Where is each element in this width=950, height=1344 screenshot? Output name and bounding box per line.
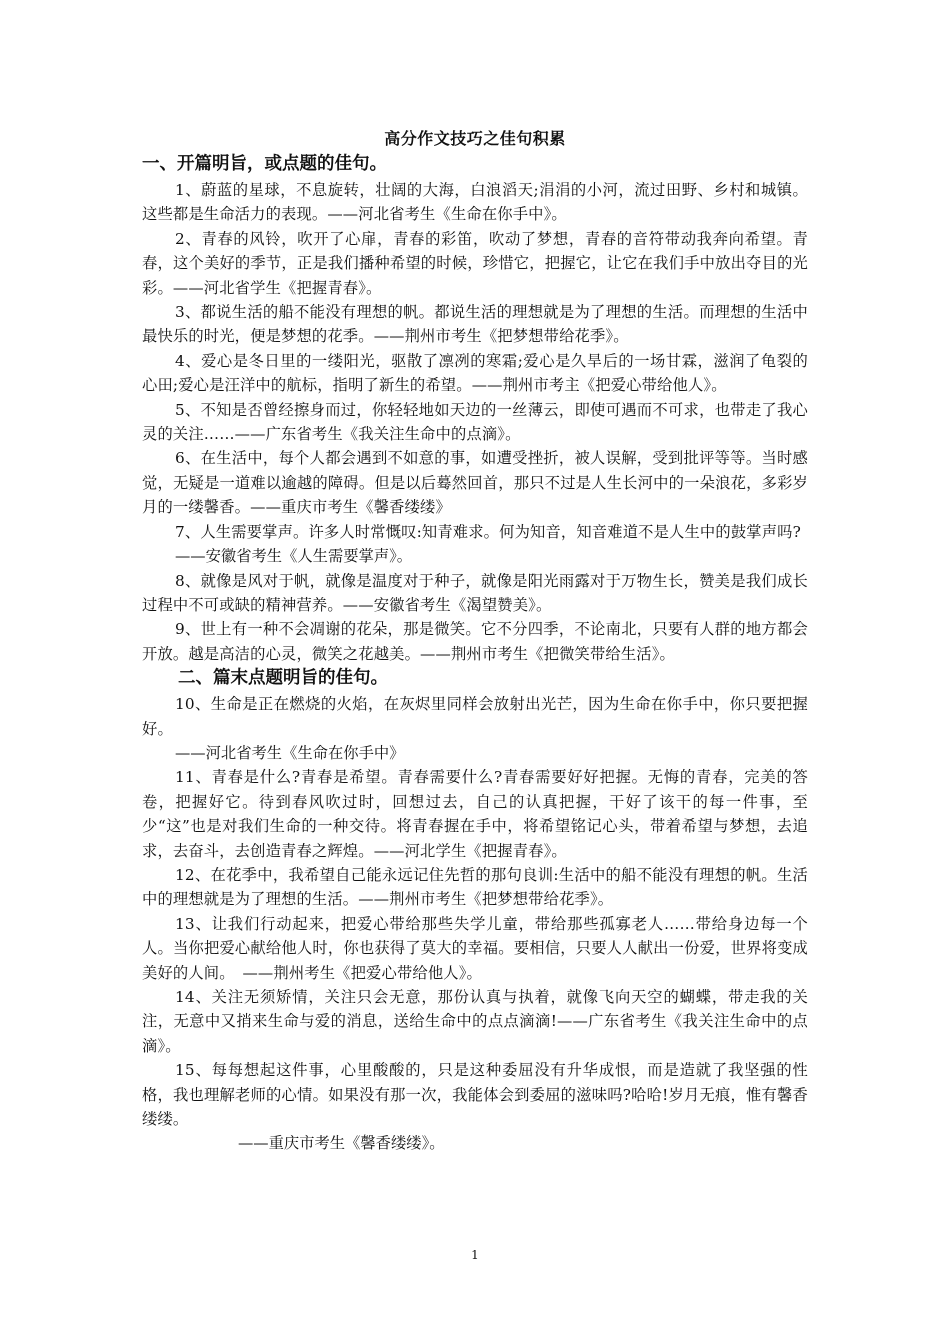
document-title: 高分作文技巧之佳句积累 (384, 129, 566, 148)
sentence-8: 8、就像是风对于帆，就像是温度对于种子，就像是阳光雨露对于万物生长，赞美是我们成长过程中不可或缺的精神营养。——安徽省考生《渴望赞美》。 (142, 571, 808, 614)
sentence-2: 2、青春的风铃，吹开了心扉，青春的彩笛，吹动了梦想，青春的音符带动我奔向希望。青春，这个美好的季节，正是我们播种希望的时候，珍惜它，把握它，让它在我们手中放出夺目的光彩。——河北省学生《把握青春》。 (142, 229, 808, 297)
sentence-13: 13、让我们行动起来，把爱心带给那些失学儿童，带给那些孤寡老人……带给身边每一个人。当你把爱心献给他人时，你也获得了莫大的幸福。要相信，只要人人献出一份爱，世界将变成美好的人间。 ——荆州考生《把爱心带给他人》。 (142, 914, 808, 982)
sentence-9: 9、世上有一种不会凋谢的花朵，那是微笑。它不分四季，不论南北，只要有人群的地方都会开放。越是高洁的心灵，微笑之花越美。——荆州市考生《把微笑带给生活》。 (142, 620, 808, 663)
sentence-7: 7、人生需要掌声。许多人时常慨叹:知青难求。何为知音，知音难道不是人生中的鼓掌声吗? (175, 522, 801, 541)
sentence-11: 11、青春是什么?青春是希望。青春需要什么?青春需要好好把握。无悔的青春，完美的答卷，把握好它。待到春风吹过时，回想过去，自己的认真把握，干好了该干的每一件事，至少“这”也是对我们生命的一种交待。将青春握在手中，将希望铭记心头，带着希望与梦想，去追求，去奋斗，去创造青春之辉煌。——河北学生《把握青春》。 (142, 768, 808, 860)
sentence-10-source: ——河北省考生《生命在你手中》 (175, 743, 405, 762)
sentence-6: 6、在生活中，每个人都会遇到不如意的事，如遭受挫折，被人误解，受到批评等等。当时感觉，无疑是一道难以逾越的障碍。但是以后蓦然回首，那只不过是人生长河中的一朵浪花，多彩岁月的一缕馨香。——重庆市考生《馨香缕缕》 (142, 449, 808, 517)
section-heading-opening: 一、开篇明旨，或点题的佳句。 (142, 154, 387, 174)
document-page (142, 128, 808, 1156)
section-heading-ending: 二、篇末点题明旨的佳句。 (178, 668, 388, 689)
sentence-1: 1、蔚蓝的星球，不息旋转，壮阔的大海，白浪滔天;涓涓的小河，流过田野、乡村和城镇。这些都是生命活力的表现。——河北省考生《生命在你手中》。 (142, 181, 808, 224)
sentence-15-source: ——重庆市考生《馨香缕缕》。 (238, 1134, 445, 1153)
sentence-14: 14、关注无须矫情，关注只会无意，那份认真与执着，就像飞向天空的蝴蝶，带走我的关注，无意中又捎来生命与爱的消息，送给生命中的点点滴滴!——广东省考生《我关注生命中的点滴》。 (142, 988, 808, 1055)
sentence-5: 5、不知是否曾经擦身而过，你轻轻地如天边的一丝薄云，即使可遇而不可求，也带走了我心灵的关注……——广东省考生《我关注生命中的点滴》。 (142, 400, 808, 444)
sentence-10: 10、生命是正在燃烧的火焰，在灰烬里同样会放射出光芒，因为生命在你手中，你只要把握好。 (142, 695, 808, 738)
sentence-12: 12、在花季中，我希望自己能永远记住先哲的那句良训:生活中的船不能没有理想的帆。生活中的理想就是为了理想的生活。——荆州市考生《把梦想带给花季》。 (142, 865, 808, 909)
page-number: 1 (471, 1248, 479, 1262)
sentence-3: 3、都说生活的船不能没有理想的帆。都说生活的理想就是为了理想的生活。而理想的生活中最快乐的时光，便是梦想的花季。——荆州市考生《把梦想带给花季》。 (142, 303, 808, 346)
sentence-4: 4、爱心是冬日里的一缕阳光，驱散了凛冽的寒霜;爱心是久旱后的一场甘霖，滋润了龟裂的心田;爱心是汪洋中的航标，指明了新生的希望。——荆州市考主《把爱心带给他人》。 (142, 351, 808, 395)
sentence-7-source: ——安徽省考生《人生需要掌声》。 (175, 547, 413, 566)
sentence-15: 15、每每想起这件事，心里酸酸的，只是这种委屈没有升华成恨，而是造就了我坚强的性格，我也理解老师的心情。如果没有那一次，我能体会到委屈的滋味吗?哈哈!岁月无痕，惟有馨香缕缕。 (142, 1061, 808, 1129)
